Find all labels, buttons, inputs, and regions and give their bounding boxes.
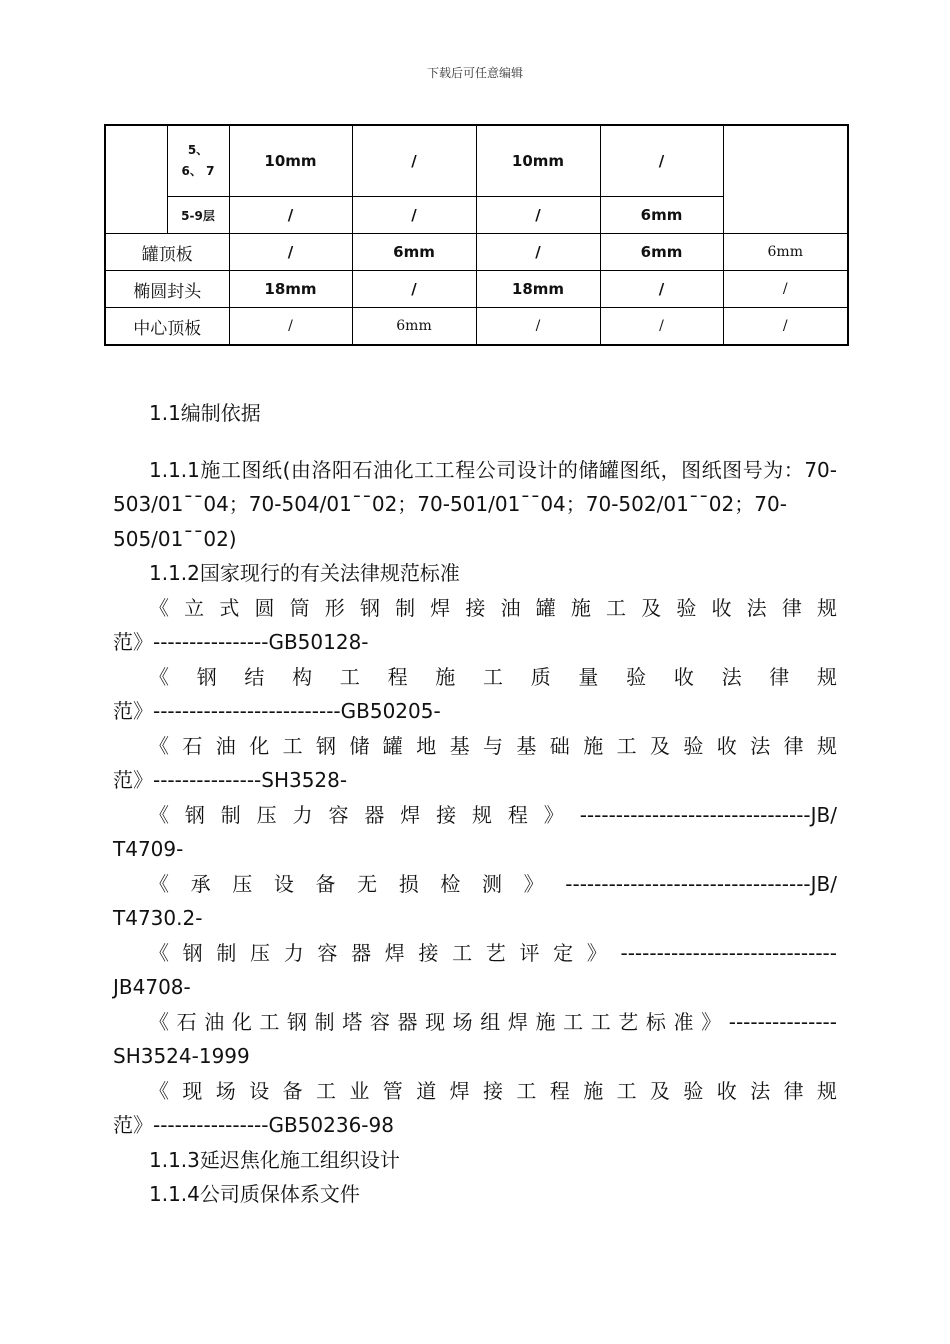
- document-body: [113, 396, 837, 1212]
- standard-item-code: 范》----------------GB50128-: [113, 630, 369, 654]
- table-cell: /: [723, 271, 848, 308]
- table-cell: [723, 125, 848, 234]
- layer-label-b: 6、 7: [181, 164, 215, 178]
- table-cell: /: [723, 308, 848, 346]
- paragraph-drawings: 1.1.1施工图纸(由洛阳石油化工工程公司设计的储罐图纸，图纸图号为：70-503/01¯¯04；70-504/01¯¯02；70-501/01¯¯04；70-502/01¯¯02；70-505/01¯¯02): [113, 457, 837, 551]
- standard-item-code: 范》----------------GB50236-98: [113, 1113, 394, 1137]
- paragraph-org-design: 1.1.3延迟焦化施工组织设计: [149, 1147, 400, 1172]
- table-row: [105, 125, 848, 197]
- table-cell: 6mm: [723, 234, 848, 271]
- layer-label-a: 5、: [187, 143, 209, 157]
- standard-item: 《石油化工钢储罐地基与基础施工及验收法律规: [149, 733, 837, 758]
- standard-item-code: 范》---------------SH3528-: [113, 768, 348, 792]
- table-cell: /: [476, 234, 600, 271]
- table-cell: 10mm: [476, 125, 600, 197]
- table-cell: /: [600, 125, 723, 197]
- table-cell: 6mm: [600, 197, 723, 234]
- standard-item: 《钢制压力容器焊接工艺评定》------------------------------: [149, 940, 837, 965]
- table-cell: /: [229, 308, 352, 346]
- table-cell: /: [600, 308, 723, 346]
- standard-item-code: 范》--------------------------GB50205-: [113, 699, 441, 723]
- standard-item: 《钢制压力容器焊接规程》--------------------------------JB/: [149, 802, 837, 827]
- paragraph-qa-docs: 1.1.4公司质保体系文件: [149, 1182, 360, 1206]
- table-cell: /: [352, 125, 476, 197]
- table-cell: /: [229, 197, 352, 234]
- section-title: 1.1编制依据: [149, 401, 261, 425]
- table-cell: /: [600, 271, 723, 308]
- table-cell: 18mm: [229, 271, 352, 308]
- table-cell: [105, 125, 167, 234]
- table-cell: 6mm: [352, 308, 476, 346]
- table-row-label: 罐顶板: [105, 234, 229, 271]
- table-cell: 6mm: [600, 234, 723, 271]
- standard-item-code: SH3524-1999: [113, 1044, 250, 1068]
- table-row: [105, 271, 848, 308]
- table-cell: /: [352, 271, 476, 308]
- table-cell: /: [476, 197, 600, 234]
- table-cell: /: [229, 234, 352, 271]
- standard-item: 《现场设备工业管道焊接工程施工及验收法律规: [149, 1078, 837, 1103]
- table-row-label: 椭圆封头: [105, 271, 229, 308]
- standard-item-code: JB4708-: [113, 975, 191, 999]
- table-cell-layer: [167, 125, 229, 197]
- standard-item: 《石油化工钢制塔容器现场组焊施工工艺标准》---------------: [149, 1009, 837, 1034]
- standard-item-code: T4730.2-: [113, 906, 203, 930]
- table-cell: 6mm: [352, 234, 476, 271]
- standard-item: 《钢结构工程施工质量验收法律规: [149, 664, 837, 689]
- page-header: 下载后可任意编辑: [426, 66, 523, 80]
- table-cell: /: [476, 308, 600, 346]
- standard-item: 《立式圆筒形钢制焊接油罐施工及验收法律规: [149, 595, 837, 620]
- table-cell-layer: 5-9层: [167, 197, 229, 234]
- thickness-table: [104, 124, 849, 346]
- standard-item-code: T4709-: [113, 837, 184, 861]
- table-row: [105, 234, 848, 271]
- table-row: [105, 308, 848, 346]
- table-cell: /: [352, 197, 476, 234]
- table-cell: 18mm: [476, 271, 600, 308]
- table-row-label: 中心顶板: [105, 308, 229, 346]
- table-cell: 10mm: [229, 125, 352, 197]
- paragraph-standards-heading: 1.1.2国家现行的有关法律规范标准: [149, 561, 460, 585]
- standard-item: 《承压设备无损检测》----------------------------------JB/: [149, 871, 837, 896]
